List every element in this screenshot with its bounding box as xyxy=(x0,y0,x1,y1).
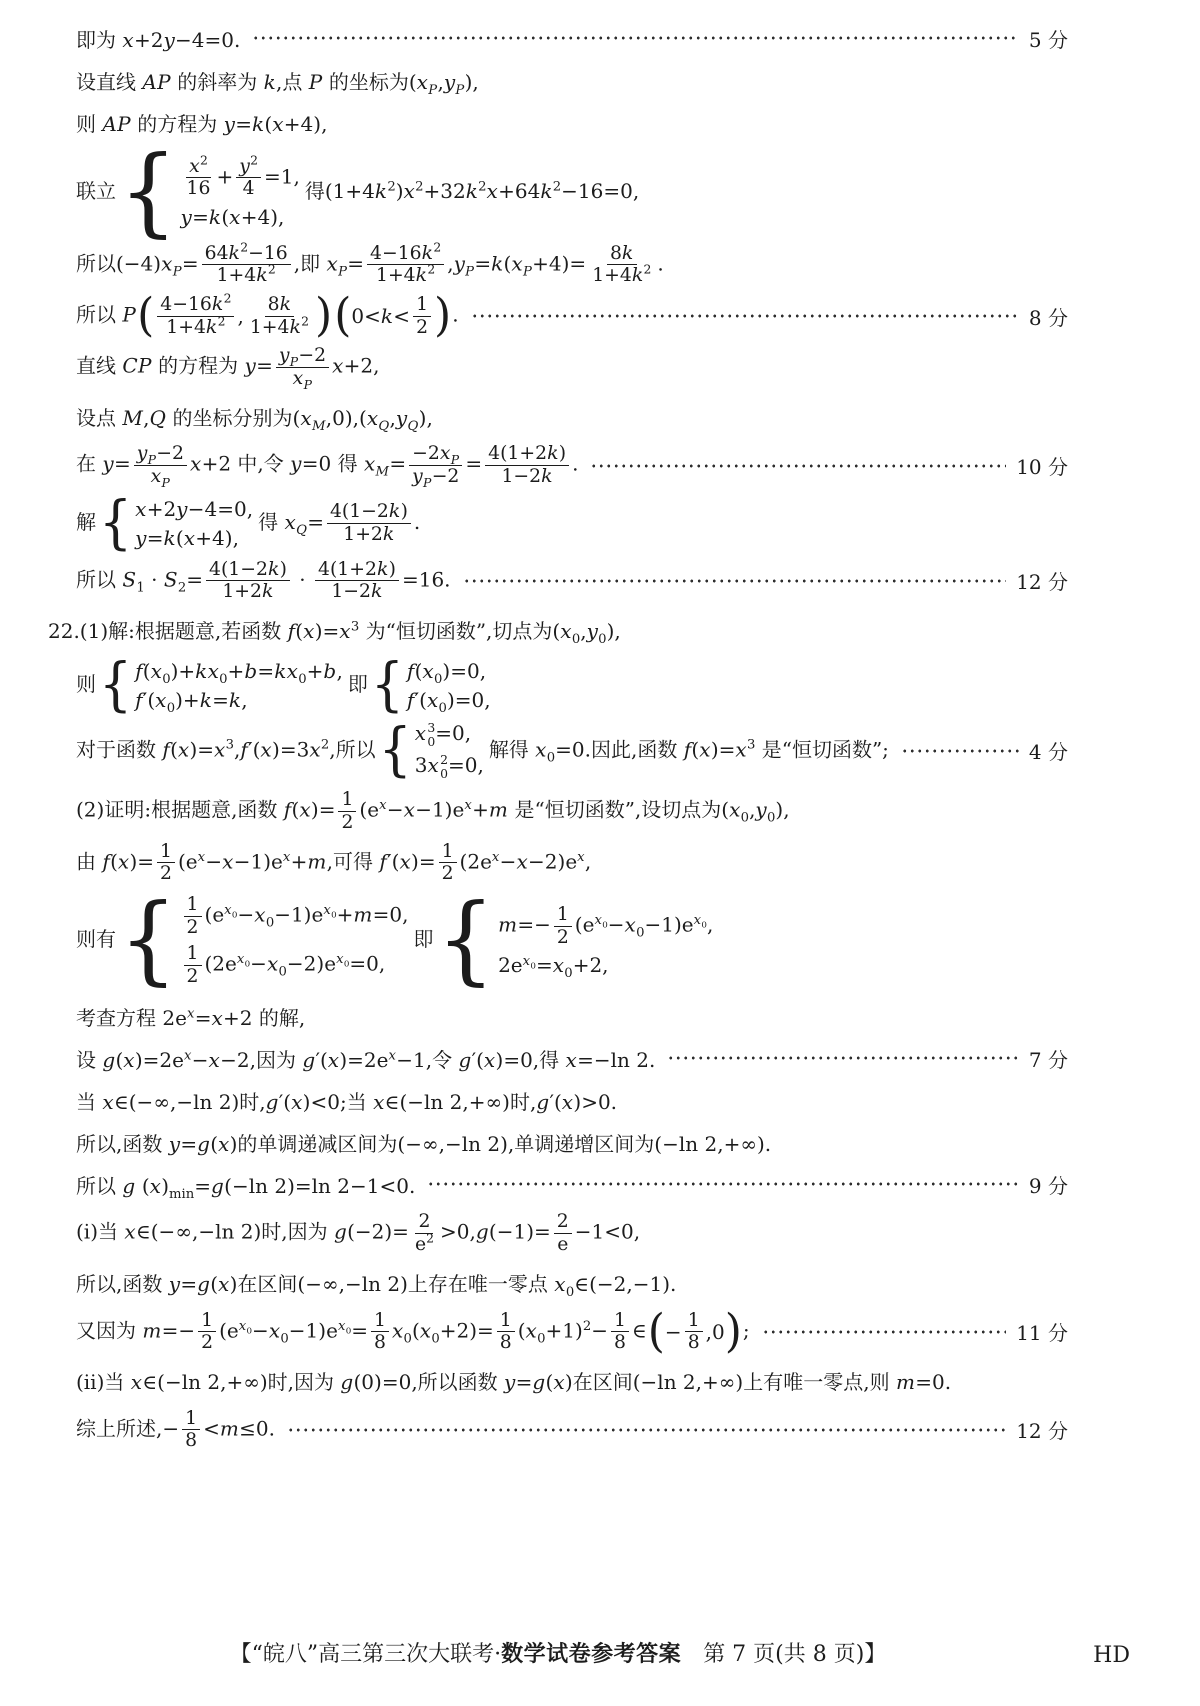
fraction: $\frac{y_P-2}{x_P}$ xyxy=(276,345,329,389)
math-expression: 所以 $S_1 \cdot S_2=$ $\frac{4(1-2k)}{1+2k}$ · $\frac{4(1+2k)}{1-2k}$ =16. xyxy=(76,558,451,603)
math-expression: 所以,函数 y=g(x)在区间(−∞,−ln 2)上存在唯一零点 $x_0\in(-2,-1)$. xyxy=(76,1272,677,1301)
score-label: 7 分 xyxy=(1028,1047,1068,1072)
fraction: $\frac{4-16k^2}{1+4k^2}$ xyxy=(157,294,234,338)
fraction: $\frac{1}{2}$ xyxy=(198,1310,216,1354)
math-expression: 则 { $f(x_0)+kx_0+b=kx_0+b$, $f'(x_0)+k=k$, 即 { $f(x_0)=0$, $f'(x_0)=0$, xyxy=(76,651,491,719)
score-label: 4 分 xyxy=(1028,740,1068,765)
fraction: $\frac{4-16k^2}{1+4k^2}$ xyxy=(367,243,444,287)
math-expression: 22.(1)解:根据题意,若函数 $f(x)=x^3$ 为“恒切函数”,切点为$(x_0,y_0)$, xyxy=(48,619,621,648)
fraction: $\frac{1}{8}$ xyxy=(371,1310,389,1354)
solution-line xyxy=(48,841,1068,885)
math-expression: 设点 M,Q 的坐标分别为$(x_M,0),(x_Q,y_Q)$, xyxy=(76,405,433,434)
cases-group: { $f(x_0)+kx_0+b=kx_0+b$, $f'(x_0)+k=k$, xyxy=(99,651,343,719)
math-expression: 在 y= $\frac{y_P-2}{x_P}$ x+2 中,令 y=0 得 $x_M=$ $\frac{-2x_P}{y_P-2}$ = $\frac{4(1+2k)}{1-2k}$ . xyxy=(76,443,579,490)
fraction: $\frac{1}{2}$ xyxy=(413,294,431,338)
solution-lines xyxy=(48,16,1068,1459)
dotted-leader xyxy=(287,1426,1006,1434)
math-expression: 所以$(-4)x_P=$ $\frac{64k^2-16}{1+4k^2}$ ,即 $x_P=$ $\frac{4-16k^2}{1+4k^2}$ $,y_P=k(x_P+4)=$ $\frac{8k}{1+4k^2}$ . xyxy=(76,239,664,287)
solution-line xyxy=(48,396,1068,436)
fraction: $\frac{1}{2}$ xyxy=(554,904,572,948)
math-expression: 即为 x+2y−4=0. xyxy=(76,27,241,52)
dotted-leader xyxy=(667,1054,1019,1062)
math-expression: 设 $g(x)=2e^x-x-2$,因为 $g'(x)=2e^x-1$,令 g′(x)=0,得 x=−ln 2. xyxy=(76,1047,656,1072)
fraction: $\frac{4(1+2k)}{1-2k}$ xyxy=(485,443,569,487)
solution-line xyxy=(48,135,1068,248)
cases-group: { x+2y−4=0, y=k(x+4), xyxy=(99,489,254,557)
score-label: 12 分 xyxy=(1016,1419,1068,1444)
solution-line xyxy=(48,102,1068,142)
math-expression: 考查方程 $2e^x=x+2$ 的解, xyxy=(76,1005,306,1030)
math-expression: 对于函数 $f(x)=x^3,f'(x)=3x^2$,所以 { x 3 0 =0, 3x 2 0 =0, 解得 $x_0=0$.因此,函数 $f(x)=x^3$ 是“恒切函数”; xyxy=(76,716,889,784)
dotted-leader xyxy=(471,312,1019,320)
score-label: 9 分 xyxy=(1028,1173,1068,1198)
fraction: $\frac{64k^2-16}{1+4k^2}$ xyxy=(202,243,291,287)
fraction: $\frac{4(1+2k)}{1-2k}$ xyxy=(315,559,399,603)
solution-line xyxy=(48,1263,1068,1303)
solution-line xyxy=(48,239,1068,287)
fraction: $\frac{8k}{1+4k^2}$ xyxy=(249,294,310,338)
solution-line xyxy=(48,60,1068,100)
fraction: $\frac{1}{8}$ xyxy=(497,1310,515,1354)
cases-group: { $\frac{1}{2}$ $(e^{x_0}-x_0-1)e^{x_0}+m=0$, $\frac{1}{2}$ $(2e^{x_0}-x_0-2)e^{x_0}=0$, xyxy=(119,883,409,996)
solution-line xyxy=(48,789,1068,833)
fraction: $\frac{2}{e}$ xyxy=(554,1211,572,1255)
fraction: $\frac{4(1-2k)}{1+2k}$ xyxy=(206,559,290,603)
score-label: 12 分 xyxy=(1016,570,1068,595)
fraction: $\frac{x^2}{16}$ xyxy=(186,152,211,200)
math-expression: 直线 CP 的方程为 y= $\frac{y_P-2}{x_P}$ x+2, xyxy=(76,345,380,392)
solution-line xyxy=(48,1080,1068,1120)
cases-brace: { xyxy=(99,489,133,557)
math-expression: 又因为 m=− $\frac{1}{2}$ $(e^{x_0}-x_0-1)e^{x_0}=$ $\frac{1}{8}$ $x_0(x_0+2)=$ $\frac{1}{8}$ $(x_0+1)^2-$ $\frac{1}{8}$ ∈ ( − $\frac{1}{8}$ ,0 ) ; xyxy=(76,1304,750,1359)
score-label: 10 分 xyxy=(1016,455,1068,480)
solution-line xyxy=(48,1122,1068,1162)
solution-line xyxy=(48,1361,1068,1401)
cases-group: { $f(x_0)=0$, $f'(x_0)=0$, xyxy=(370,651,491,719)
math-expression: 解 { x+2y−4=0, y=k(x+4), 得 $x_Q=$ $\frac{4(1-2k)}{1+2k}$ . xyxy=(76,489,421,557)
fraction: $\frac{-2x_P}{y_P-2}$ xyxy=(409,443,462,487)
fraction: $\frac{2}{e^2}$ xyxy=(414,1211,434,1255)
solution-line xyxy=(48,443,1068,490)
solution-line xyxy=(48,996,1068,1036)
cases-brace: { xyxy=(378,716,412,784)
solution-line xyxy=(48,289,1068,343)
dotted-leader xyxy=(463,577,1007,585)
paren-group: ( 0<k< $\frac{1}{2}$ ) xyxy=(334,289,452,343)
math-expression: (ⅱ)当 x∈(−ln 2,+∞)时,因为 g(0)=0,所以函数 y=g(x)在区间(−ln 2,+∞)上有唯一零点,则 m=0. xyxy=(76,1370,952,1395)
fraction: $\frac{y^2}{4}$ xyxy=(236,156,261,200)
footer-title-bold: 数学试卷参考答案 xyxy=(501,1642,682,1667)
cases-group: { $\frac{x^2}{16}$ + $\frac{y^2}{4}$ =1, y=k(x+4), xyxy=(119,135,300,248)
footer-title-right: 第 7 页(共 8 页)】 xyxy=(681,1642,887,1667)
math-expression: 综上所述,− $\frac{1}{8}$ <m≤0. xyxy=(76,1407,275,1452)
solution-line xyxy=(48,716,1068,784)
dotted-leader xyxy=(901,747,1019,755)
solution-line xyxy=(48,1164,1068,1204)
fraction: $\frac{8k}{1+4k^2}$ xyxy=(592,242,652,287)
fraction: $\frac{4(1-2k)}{1+2k}$ xyxy=(327,501,411,545)
solution-line xyxy=(48,651,1068,719)
solution-line xyxy=(48,1304,1068,1359)
math-expression: 则有 { $\frac{1}{2}$ $(e^{x_0}-x_0-1)e^{x_0}+m=0$, $\frac{1}{2}$ $(2e^{x_0}-x_0-2)e^{x_0}=0$, 即 { m=− $\frac{1}{2}$ $(e^{x_0}-x_0-1)e^{x_0}$, $2e^{x_0}=x_0+2$, xyxy=(76,883,714,996)
math-expression: 则 AP 的方程为 y=k(x+4), xyxy=(76,111,328,136)
math-expression: (ⅰ)当 x∈(−∞,−ln 2)时,因为 g(−2)= $\frac{2}{e^2}$ >0,g(−1)= $\frac{2}{e}$ −1<0, xyxy=(76,1211,641,1255)
cases-group: { m=− $\frac{1}{2}$ $(e^{x_0}-x_0-1)e^{x_0}$, $2e^{x_0}=x_0+2$, xyxy=(436,883,714,996)
paren-group: ( − $\frac{1}{8}$ ,0 ) xyxy=(647,1304,742,1359)
dotted-leader xyxy=(762,1328,1007,1336)
fraction: $\frac{1}{8}$ xyxy=(182,1408,200,1452)
math-expression: 所以 g $(x)_{min}=g(-\ln$ 2)=ln 2−1<0. xyxy=(76,1173,416,1202)
dotted-leader xyxy=(252,34,1019,42)
solution-line xyxy=(48,610,1068,650)
cases-group: { x 3 0 =0, 3x 2 0 =0, xyxy=(378,716,484,784)
math-expression: 设直线 AP 的斜率为 k,点 P 的坐标为$(x_P,y_P)$, xyxy=(76,69,479,98)
fraction: $\frac{1}{2}$ xyxy=(157,841,175,885)
cases-brace: { xyxy=(436,883,496,996)
footer-title xyxy=(230,1637,887,1668)
paren-group: ( $\frac{4-16k^2}{1+4k^2}$ , $\frac{8k}{1+4k^2}$ ) xyxy=(137,289,333,343)
dotted-leader xyxy=(427,1180,1019,1188)
cases-brace: { xyxy=(370,651,404,719)
math-expression: 由 f(x)= $\frac{1}{2}$ $(e^x-x-1)e^x+m$,可得 f′(x)= $\frac{1}{2}$ $(2e^x-x-2)e^x$, xyxy=(76,840,592,885)
footer-title-left: 【“皖八”高三第三次大联考· xyxy=(229,1642,502,1667)
page-footer xyxy=(48,1637,1130,1676)
solution-line xyxy=(48,345,1068,392)
solution-line xyxy=(48,1408,1068,1452)
math-expression: (2)证明:根据题意,函数 f(x)= $\frac{1}{2}$ $(e^x-x-1)e^x+m$ 是“恒切函数”,设切点为$(x_0,y_0)$, xyxy=(76,789,790,834)
fraction: $\frac{1}{2}$ xyxy=(439,841,457,885)
score-label: 5 分 xyxy=(1028,27,1068,52)
solution-line xyxy=(48,18,1068,58)
cases-brace: { xyxy=(99,651,133,719)
solution-line xyxy=(48,1038,1068,1078)
fraction: $\frac{1}{2}$ xyxy=(184,943,202,987)
fraction: $\frac{1}{8}$ xyxy=(611,1310,629,1354)
fraction: $\frac{1}{2}$ xyxy=(184,894,202,938)
solution-line xyxy=(48,883,1068,996)
math-expression: 所以 P ( $\frac{4-16k^2}{1+4k^2}$ , $\frac{8k}{1+4k^2}$ ) ( 0<k< $\frac{1}{2}$ ) . xyxy=(76,289,459,343)
solution-line xyxy=(48,559,1068,603)
solution-line xyxy=(48,489,1068,557)
dotted-leader xyxy=(590,462,1006,470)
cases-brace: { xyxy=(119,135,178,248)
solution-line xyxy=(48,1211,1068,1255)
score-label: 11 分 xyxy=(1016,1321,1068,1346)
footer-code-label: HD xyxy=(1093,1643,1130,1668)
score-label: 8 分 xyxy=(1028,305,1068,330)
math-expression: 联立 { $\frac{x^2}{16}$ + $\frac{y^2}{4}$ =1, y=k(x+4), 得$(1+4k^2)x^2+32k^2x+64k^2-16=0$, xyxy=(76,135,640,248)
cases-brace: { xyxy=(119,883,178,996)
fraction: $\frac{1}{8}$ xyxy=(685,1310,703,1354)
fraction: $\frac{y_P-2}{x_P}$ xyxy=(134,443,187,487)
math-expression: 当 x∈(−∞,−ln 2)时,g′(x)<0;当 x∈(−ln 2,+∞)时,g′(x)>0. xyxy=(76,1089,618,1114)
math-expression: 所以,函数 y=g(x)的单调递减区间为(−∞,−ln 2),单调递增区间为(−ln 2,+∞). xyxy=(76,1131,772,1156)
fraction: $\frac{1}{2}$ xyxy=(338,789,356,833)
